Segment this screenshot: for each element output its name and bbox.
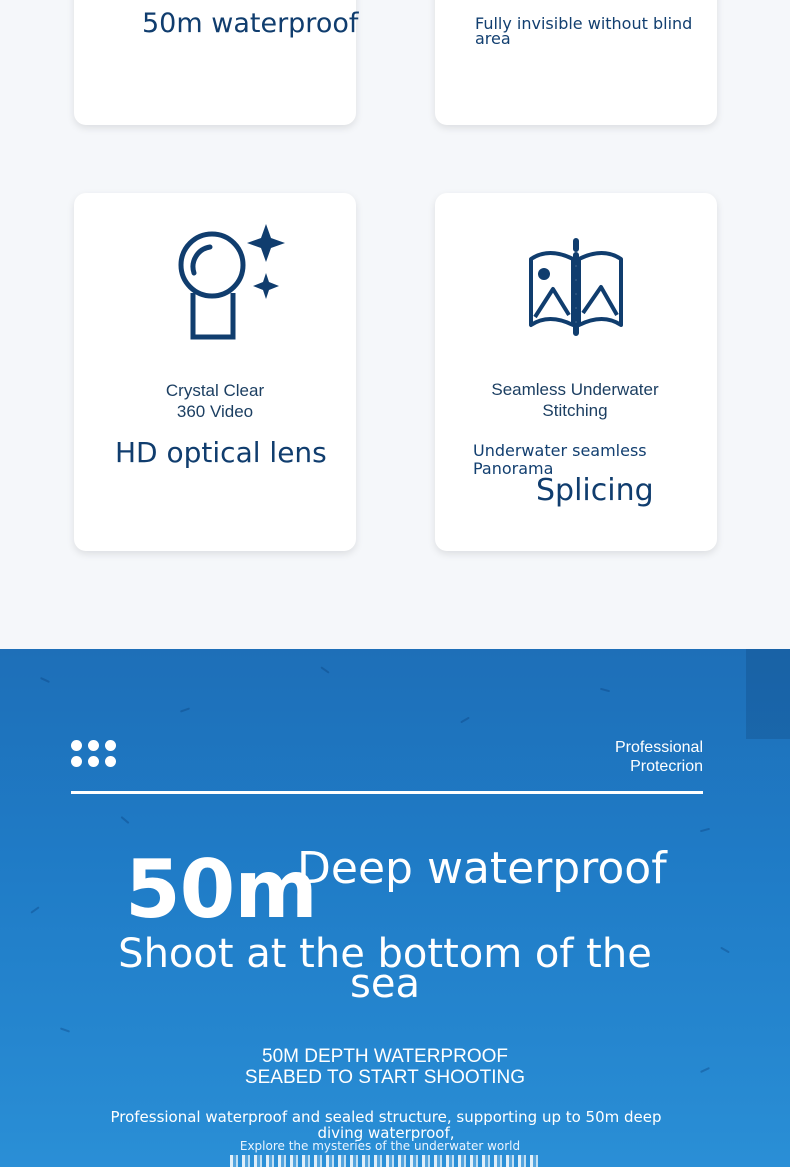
tag-line2: Protecrion xyxy=(630,758,703,775)
feature-card-splicing xyxy=(435,193,717,551)
fish-shape xyxy=(700,1067,710,1073)
fish-shape xyxy=(40,677,50,683)
waterproof-hero-banner xyxy=(0,649,790,1167)
card-title: Splicing xyxy=(536,473,654,508)
fish-shape xyxy=(60,1027,70,1032)
background-rock xyxy=(746,649,790,739)
card-subtitle xyxy=(115,380,315,422)
seabed-decoration xyxy=(230,1155,540,1167)
dot xyxy=(88,740,99,751)
hero-subheadline: Shoot at the bottom of the sea xyxy=(118,931,652,1007)
card-detail: Underwater seamless Panorama xyxy=(473,441,647,478)
dot xyxy=(105,756,116,767)
subtitle-line2: Stitching xyxy=(542,401,608,420)
dots-grid-icon[interactable] xyxy=(71,740,117,768)
card-title: HD optical lens xyxy=(115,436,327,469)
tag-line1: Professional xyxy=(614,739,703,756)
fish-shape xyxy=(600,688,610,693)
feature-card-lens xyxy=(74,193,356,551)
lens-sparkle-icon xyxy=(178,221,290,343)
caps-line1: 50M DEPTH WATERPROOF xyxy=(262,1046,508,1067)
dot xyxy=(88,756,99,767)
fish-shape xyxy=(720,947,730,954)
depth-value: 50m xyxy=(125,843,317,936)
hero-headline: Deep waterproof xyxy=(297,843,667,894)
fish-shape xyxy=(121,816,130,824)
card-title: Fully invisible without blind area xyxy=(475,14,693,48)
hero-tag xyxy=(615,738,703,776)
hero-tagline: Explore the mysteries of the underwater world xyxy=(239,1139,521,1153)
dot xyxy=(71,756,82,767)
fish-shape xyxy=(700,828,710,833)
dot xyxy=(71,740,82,751)
card-title: 50m waterproof xyxy=(142,8,359,39)
subtitle-line1: Crystal Clear xyxy=(165,381,265,400)
subtitle-line1: Seamless Underwater xyxy=(491,380,659,399)
feature-card-invisible xyxy=(435,0,717,125)
fish-shape xyxy=(30,906,39,913)
dot xyxy=(105,740,116,751)
fish-shape xyxy=(180,707,190,712)
hero-caps-text xyxy=(200,1046,570,1088)
fish-shape xyxy=(320,666,329,673)
fish-shape xyxy=(460,717,470,724)
feature-card-waterproof xyxy=(74,0,359,125)
caps-line2: SEABED TO START SHOOTING xyxy=(244,1067,526,1088)
subtitle-line2: 360 Video xyxy=(176,402,254,421)
divider xyxy=(71,791,703,794)
hero-description: Professional waterproof and sealed structure, supporting up to 50m deep diving waterproof, xyxy=(110,1108,662,1142)
card-subtitle xyxy=(475,379,675,421)
panorama-split-icon xyxy=(527,237,625,343)
